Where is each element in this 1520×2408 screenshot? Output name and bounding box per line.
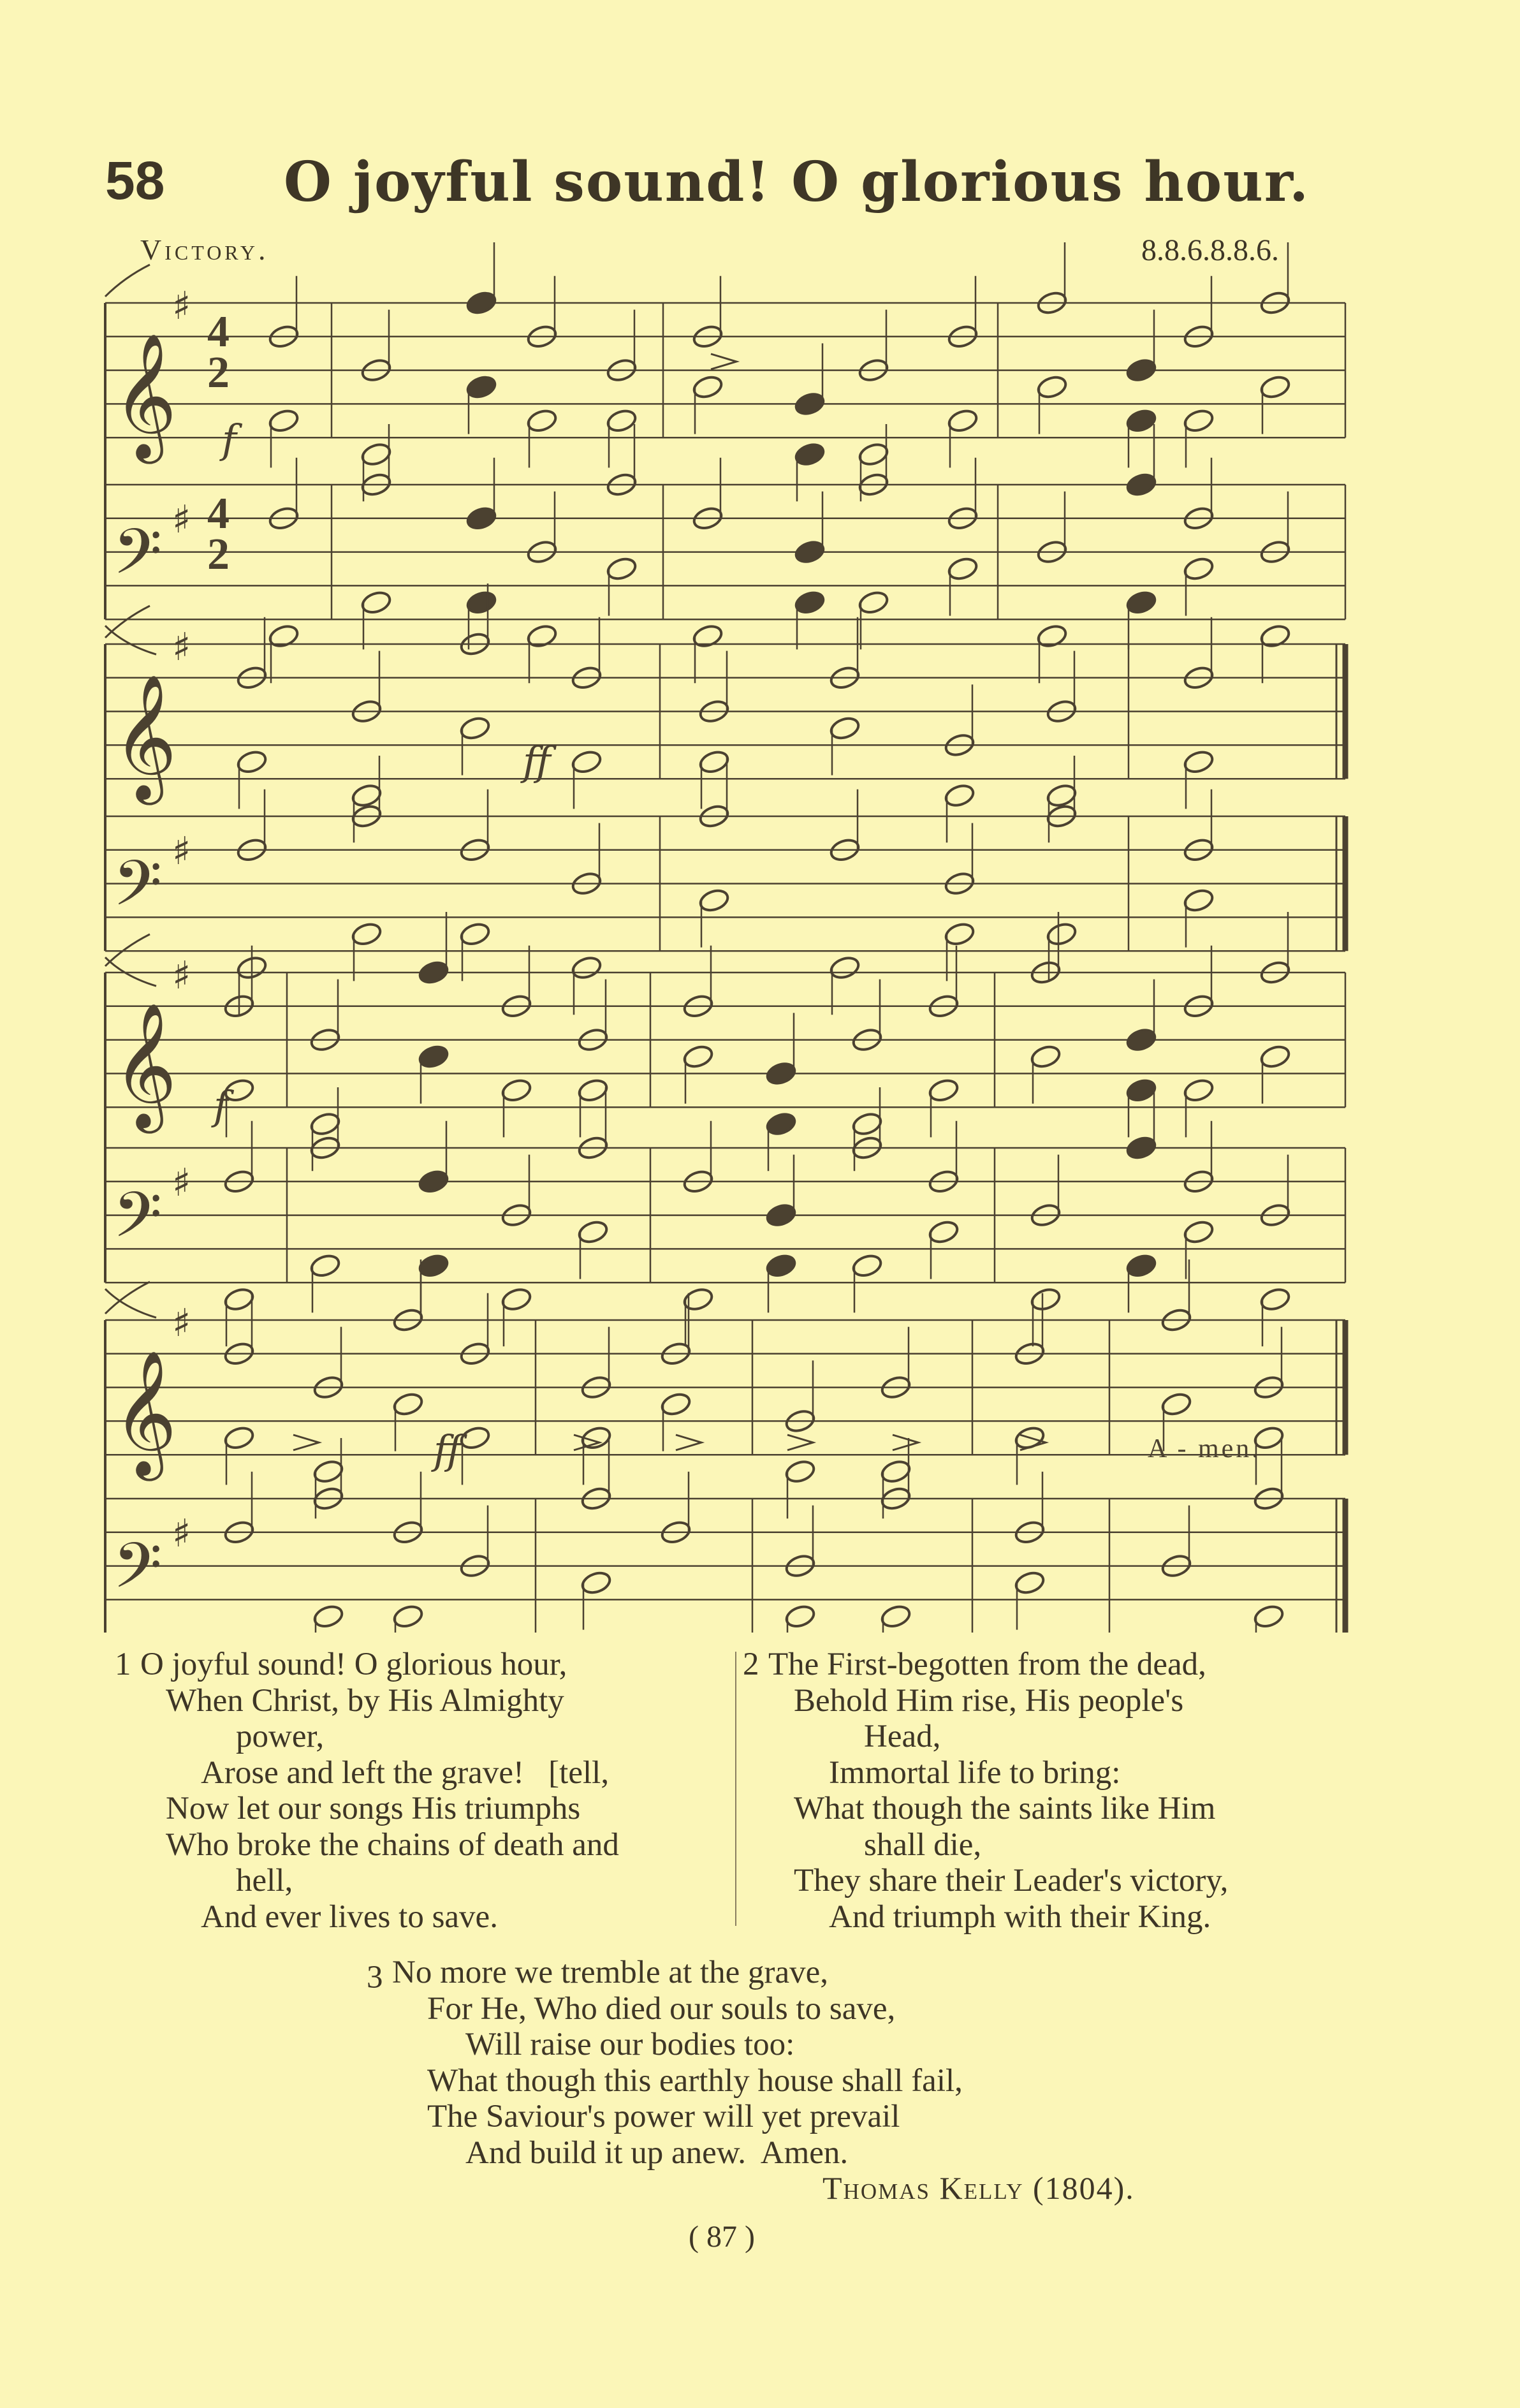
bass-note	[698, 887, 731, 913]
bass-note	[1036, 623, 1069, 649]
verse-line: When Christ, by His Almighty	[166, 1682, 564, 1719]
page-number: ( 87 )	[689, 2220, 755, 2254]
dynamic-fortissimo: ff	[434, 1427, 462, 1473]
bass-note	[459, 921, 492, 947]
bass-clef: 𝄢	[113, 847, 163, 936]
verse-line: Immortal life to bring:	[829, 1754, 1121, 1791]
treble-note	[418, 959, 450, 985]
bass-note	[1125, 589, 1158, 615]
treble-clef: 𝄞	[113, 673, 177, 800]
treble-note	[1160, 1391, 1193, 1417]
bass-note	[501, 1286, 533, 1312]
treble-note	[858, 441, 890, 467]
bass-note	[851, 1252, 884, 1279]
bass-note	[1046, 921, 1078, 947]
treble-note	[784, 1458, 817, 1485]
bass-note	[1183, 1219, 1215, 1245]
accent-mark	[293, 1435, 319, 1450]
treble-note	[692, 374, 724, 400]
bass-note	[1253, 1603, 1285, 1629]
treble-note	[351, 782, 383, 809]
treble-note	[459, 1425, 492, 1451]
bass-note	[947, 555, 979, 582]
bass-note	[1183, 887, 1215, 913]
treble-note	[1036, 374, 1069, 400]
bass-note	[526, 623, 559, 649]
brace-curl	[105, 265, 150, 297]
verse-line: shall die,	[864, 1826, 982, 1863]
brace-curl	[105, 957, 156, 986]
key-signature-sharp: ♯	[172, 1511, 191, 1556]
verse-line: What though the saints like Him	[794, 1791, 1216, 1826]
treble-note	[1125, 1077, 1158, 1103]
treble-note	[794, 441, 826, 467]
verse-line: And triumph with their King.	[829, 1898, 1211, 1935]
treble-note	[418, 1043, 450, 1069]
treble-note	[1259, 1043, 1292, 1069]
treble-note	[1183, 407, 1215, 434]
bass-note	[765, 1202, 798, 1228]
verse-3	[367, 1955, 1259, 2171]
bass-clef: 𝄢	[113, 515, 163, 605]
dynamic-fortissimo: ff	[523, 738, 551, 784]
bass-note	[765, 1252, 798, 1279]
treble-note	[928, 1077, 960, 1103]
treble-note	[223, 1425, 256, 1451]
treble-note	[765, 1061, 798, 1087]
verse-line: power,	[236, 1719, 325, 1754]
verse-number: 3	[367, 1960, 383, 1995]
verse-1	[115, 1647, 727, 1935]
amen-lyric: A - men.	[1148, 1434, 1261, 1464]
bass-note	[682, 1286, 715, 1312]
verse-line: Will raise our bodies too:	[465, 2027, 795, 2062]
bass-note	[1259, 1286, 1292, 1312]
verse-line: The Saviour's power will yet prevail	[427, 2099, 900, 2134]
verse-number: 1	[115, 1647, 131, 1682]
dynamic-forte: f	[214, 1082, 228, 1129]
bass-note	[858, 589, 890, 615]
bass-note	[418, 1252, 450, 1279]
treble-note	[698, 749, 731, 775]
verse-line: O joyful sound! O glorious hour,	[140, 1647, 567, 1682]
verse-line: And build it up anew. Amen.	[465, 2134, 849, 2171]
verse-2	[743, 1647, 1368, 1935]
bass-note	[351, 921, 383, 947]
bass-note	[829, 955, 861, 981]
time-signature-top: 4	[207, 489, 230, 538]
time-signature-bottom: 2	[207, 348, 230, 397]
bass-note	[571, 955, 603, 981]
bass-note	[794, 539, 826, 565]
bass-note	[580, 1569, 613, 1596]
treble-note	[1259, 374, 1292, 400]
bass-note	[312, 1603, 345, 1629]
treble-clef: 𝄞	[113, 1002, 177, 1129]
key-signature-sharp: ♯	[172, 497, 191, 542]
verse-line: Arose and left the grave! [tell,	[201, 1754, 610, 1791]
verse-line: hell,	[236, 1863, 293, 1898]
treble-clef: 𝄞	[113, 332, 177, 459]
treble-note	[392, 1391, 425, 1417]
bass-note	[223, 1286, 256, 1312]
key-signature-sharp: ♯	[172, 625, 191, 670]
treble-note	[765, 1111, 798, 1137]
accent-mark	[787, 1435, 813, 1450]
treble-note	[501, 1077, 533, 1103]
treble-note	[794, 391, 826, 417]
verse-line: And ever lives to save.	[201, 1898, 498, 1935]
bass-note	[692, 623, 724, 649]
treble-note	[459, 715, 492, 741]
treble-note	[1125, 1027, 1158, 1053]
treble-clef: 𝄞	[113, 1349, 177, 1476]
bass-note	[1125, 471, 1158, 497]
treble-note	[851, 1111, 884, 1137]
treble-note	[465, 374, 498, 400]
treble-note	[360, 441, 393, 467]
treble-note	[1183, 749, 1215, 775]
hymn-title: O joyful sound! O glorious hour.	[284, 150, 1310, 214]
verse-line: Behold Him rise, His people's	[794, 1682, 1184, 1719]
bass-note	[944, 921, 976, 947]
treble-note	[944, 782, 976, 809]
verse-line: For He, Who died our souls to save,	[427, 1990, 896, 2027]
treble-note	[236, 749, 268, 775]
treble-note	[309, 1111, 342, 1137]
key-signature-sharp: ♯	[172, 284, 191, 328]
accent-mark	[893, 1435, 918, 1450]
bass-note	[360, 589, 393, 615]
treble-note	[1046, 782, 1078, 809]
bass-note	[1259, 623, 1292, 649]
verse-line: They share their Leader's victory,	[794, 1863, 1229, 1898]
bass-note	[392, 1603, 425, 1629]
bass-note	[784, 1603, 817, 1629]
bass-note	[1014, 1569, 1046, 1596]
tune-name: Victory.	[140, 233, 269, 266]
bass-note	[309, 1252, 342, 1279]
treble-note	[1030, 1043, 1062, 1069]
accent-mark	[711, 354, 736, 369]
time-signature-bottom: 2	[207, 530, 230, 579]
verse-line: Now let our songs His triumphs	[166, 1791, 581, 1826]
bass-note	[465, 505, 498, 531]
bass-note	[880, 1603, 912, 1629]
bass-note	[465, 589, 498, 615]
bass-note	[1183, 555, 1215, 582]
treble-note	[1125, 357, 1158, 383]
bass-note	[1030, 1286, 1062, 1312]
treble-note	[571, 749, 603, 775]
treble-note	[526, 407, 559, 434]
treble-note	[1125, 407, 1158, 434]
treble-note	[660, 1391, 692, 1417]
treble-note	[1183, 1077, 1215, 1103]
treble-note	[268, 407, 300, 434]
treble-note	[829, 715, 861, 741]
treble-note	[312, 1458, 345, 1485]
key-signature-sharp: ♯	[172, 1301, 191, 1346]
accent-mark	[676, 1435, 701, 1450]
treble-note	[465, 290, 498, 316]
treble-note	[606, 407, 638, 434]
brace-curl	[105, 1282, 150, 1314]
bass-clef: 𝄢	[113, 1178, 163, 1268]
meter: 8.8.6.8.8.6.	[1141, 233, 1279, 267]
bass-note	[1125, 1134, 1158, 1161]
treble-note	[682, 1043, 715, 1069]
dynamic-forte: f	[222, 416, 237, 462]
time-signature-top: 4	[207, 307, 230, 356]
bass-note	[606, 555, 638, 582]
author: Thomas Kelly (1804).	[822, 2170, 1135, 2206]
key-signature-sharp: ♯	[172, 829, 191, 874]
bass-note	[928, 1219, 960, 1245]
bass-note	[418, 1168, 450, 1194]
verse-line: No more we tremble at the grave,	[392, 1955, 828, 1990]
treble-note	[577, 1077, 610, 1103]
verse-line: Who broke the chains of death and	[166, 1826, 619, 1863]
treble-note	[880, 1458, 912, 1485]
key-signature-sharp: ♯	[172, 953, 191, 998]
key-signature-sharp: ♯	[172, 1161, 191, 1205]
verse-line: Head,	[864, 1719, 941, 1754]
bass-note	[268, 623, 300, 649]
verse-line: The First-begotten from the dead,	[768, 1647, 1206, 1682]
verse-divider	[735, 1652, 736, 1926]
treble-note	[947, 407, 979, 434]
bass-note	[1125, 1252, 1158, 1279]
verse-number: 2	[743, 1647, 759, 1682]
verse-line: What though this earthly house shall fail,	[427, 2062, 963, 2099]
bass-note	[577, 1219, 610, 1245]
hymn-number: 58	[105, 150, 165, 210]
bass-clef: 𝄢	[113, 1529, 163, 1619]
bass-note	[794, 589, 826, 615]
